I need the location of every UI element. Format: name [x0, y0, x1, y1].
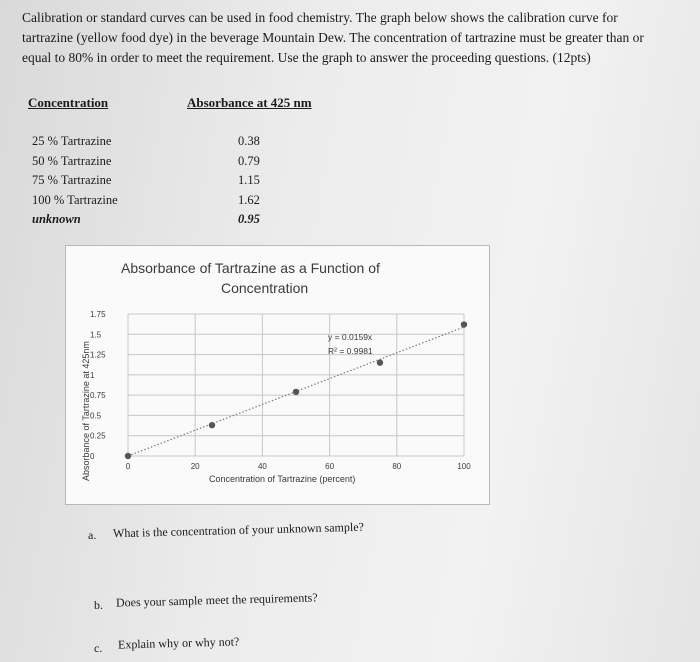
row-2-absorbance: 0.79 — [238, 154, 260, 168]
chart-frame — [65, 245, 490, 505]
x-tick-label: 20 — [190, 462, 200, 471]
y-tick-label: 1.75 — [90, 310, 106, 319]
row-2-concentration: 50 % Tartrazine — [32, 154, 112, 168]
chart-title-line-1: Absorbance of Tartrazine as a Function of — [121, 260, 380, 276]
question-a-text: What is the concentration of your unknown sample? — [112, 519, 365, 541]
y-tick-labels — [90, 310, 106, 461]
x-tick-label: 80 — [392, 462, 402, 471]
row-4-absorbance: 1.62 — [238, 193, 260, 207]
grid-lines — [128, 314, 464, 456]
row-3-absorbance: 1.15 — [238, 173, 260, 187]
y-tick-label: 0 — [90, 452, 95, 461]
data-points — [125, 321, 467, 459]
data-point — [209, 422, 215, 428]
intro-line-3: equal to 80% in order to meet the requirement. Use the graph to answer the proceeding questions. (12pts) — [22, 50, 591, 65]
concentration-header: Concentration — [28, 95, 109, 110]
row-3-concentration: 75 % Tartrazine — [32, 173, 112, 187]
intro-paragraph — [22, 8, 682, 68]
data-point — [293, 389, 299, 395]
y-tick-label: 1.5 — [90, 330, 102, 340]
question-c-marker: c. — [94, 641, 103, 655]
data-point — [125, 453, 131, 459]
y-axis-title: Absorbance of Tartrazine at 425nm — [81, 341, 91, 481]
x-tick-label: 40 — [257, 462, 267, 471]
question-b-text: Does your sample meet the requirements? — [115, 590, 318, 610]
x-tick-label: 100 — [457, 462, 471, 471]
y-tick-label: 0.5 — [90, 411, 102, 421]
y-tick-label: 1.25 — [90, 350, 106, 360]
question-c-text: Explain why or why not? — [117, 634, 240, 652]
data-point — [377, 359, 383, 365]
row-1-absorbance: 0.38 — [238, 134, 260, 148]
row-5-absorbance: 0.95 — [238, 212, 260, 226]
chart-title-line-2: Concentration — [221, 280, 309, 296]
x-tick-label: 0 — [125, 462, 131, 471]
r-squared-label: R² = 0.9981 — [328, 346, 373, 356]
question-a-marker: a. — [88, 528, 97, 542]
question-b-marker: b. — [94, 598, 103, 612]
row-1-concentration: 25 % Tartrazine — [32, 134, 112, 148]
row-5-concentration: unknown — [32, 212, 81, 226]
trendline-equation: y = 0.0159x — [328, 332, 373, 342]
x-tick-label: 60 — [325, 462, 335, 471]
x-tick-labels — [126, 462, 471, 471]
absorbance-header: Absorbance at 425 nm — [187, 95, 312, 110]
x-axis-title: Concentration of Tartrazine (percent) — [209, 474, 356, 484]
y-tick-label: 0.25 — [90, 431, 106, 441]
calibration-chart — [66, 246, 489, 504]
data-point — [461, 321, 467, 327]
y-tick-label: 0.75 — [90, 391, 106, 401]
intro-line-2: tartrazine (yellow food dye) in the beverage Mountain Dew. The concentration of tartrazine must be greater than or — [22, 30, 644, 45]
row-4-concentration: 100 % Tartrazine — [32, 193, 118, 207]
intro-line-1: Calibration or standard curves can be used in food chemistry. The graph below shows the calibration curve for — [22, 10, 618, 25]
y-tick-label: 1 — [90, 370, 95, 380]
